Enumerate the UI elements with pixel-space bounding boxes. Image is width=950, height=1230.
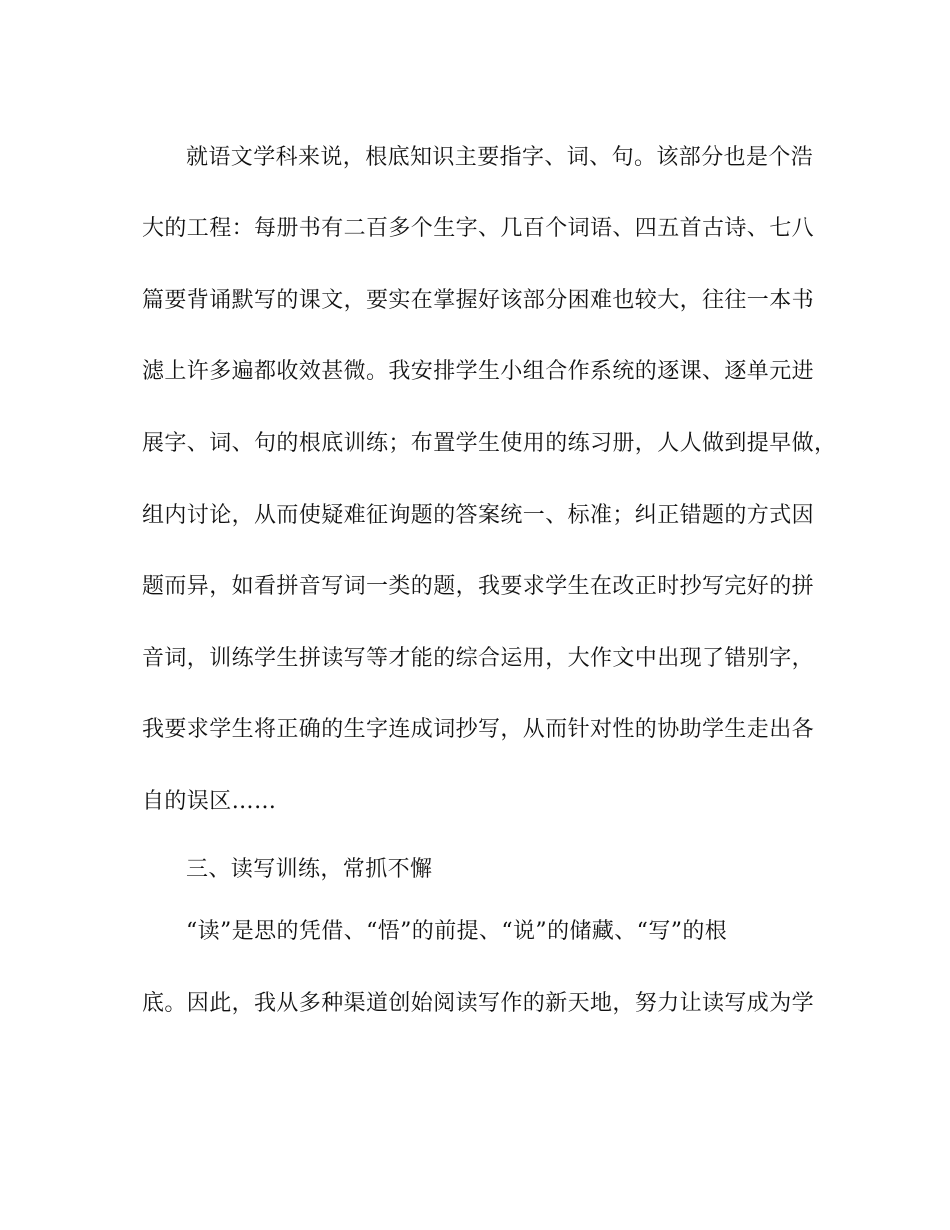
- paragraph-line: 我要求学生将正确的生字连成词抄写，从而针对性的协助学生走出各: [142, 717, 815, 742]
- paragraph-line: 大的工程：每册书有二百多个生字、几百个词语、四五首古诗、七八: [142, 216, 815, 241]
- paragraph-line: “读”是思的凭借、“悟”的前提、“说”的储藏、“写”的根: [186, 919, 728, 944]
- paragraph-line: 自的误区……: [142, 789, 277, 814]
- paragraph-line: 音词，训练学生拼读写等才能的综合运用，大作文中出现了错别字，: [142, 646, 815, 671]
- section-heading: 三、读写训练，常抓不懈: [186, 857, 433, 882]
- paragraph-line: 展字、词、句的根底训练；布置学生使用的练习册，人人做到提早做，: [142, 431, 837, 456]
- paragraph-line: 组内讨论，从而使疑难征询题的答案统一、标准；纠正错题的方式因: [142, 503, 815, 528]
- paragraph-line: 底。因此，我从多种渠道创始阅读写作的新天地，努力让读写成为学: [142, 991, 815, 1016]
- paragraph-line: 题而异，如看拼音写词一类的题，我要求学生在改正时抄写完好的拼: [142, 574, 815, 599]
- paragraph-line: 就语文学科来说，根底知识主要指字、词、句。该部分也是个浩: [186, 145, 814, 170]
- paragraph-line: 篇要背诵默写的课文，要实在掌握好该部分困难也较大，往往一本书: [142, 288, 815, 313]
- paragraph-line: 滤上许多遍都收效甚微。我安排学生小组合作系统的逐课、逐单元进: [142, 359, 815, 384]
